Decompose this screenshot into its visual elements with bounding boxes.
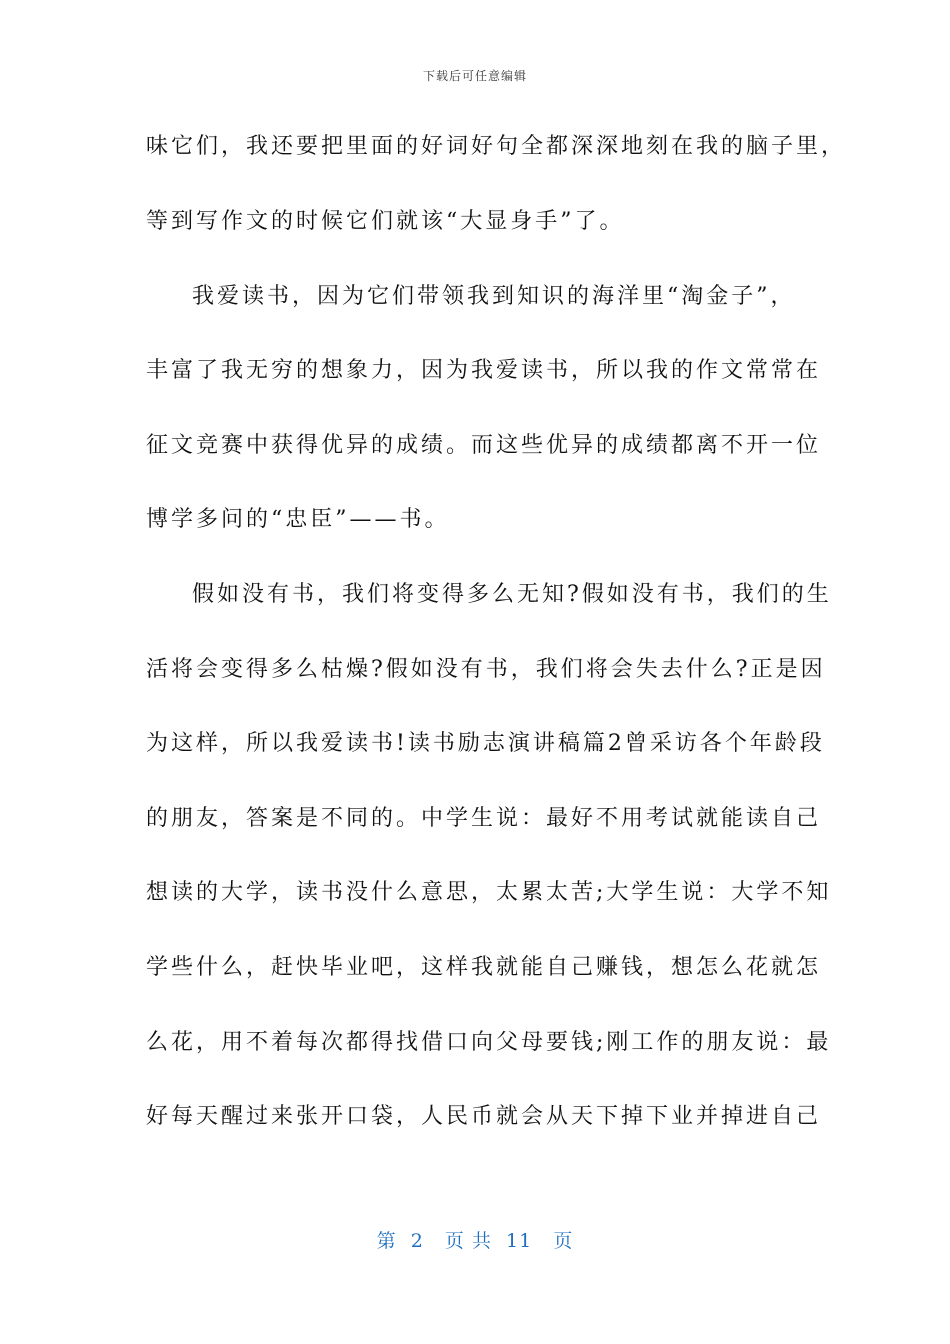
text-line: 丰富了我无穷的想象力，因为我爱读书，所以我的作文常常在: [146, 358, 822, 383]
text-line: 征文竞赛中获得优异的成绩。而这些优异的成绩都离不开一位: [146, 433, 822, 458]
text-line: 味它们，我还要把里面的好词好句全都深深地刻在我的脑子里，: [146, 134, 847, 159]
text-line: 的朋友，答案是不同的。中学生说：最好不用考试就能读自己: [146, 806, 822, 831]
text-line: 等到写作文的时候它们就该“大显身手”了。: [146, 209, 625, 234]
paragraph-start-line: 我爱读书，因为它们带领我到知识的海洋里“淘金子”，: [192, 284, 796, 309]
text-line: 学些什么，赶快毕业吧，这样我就能自己赚钱，想怎么花就怎: [146, 955, 822, 980]
text-line: 为这样，所以我爱读书!读书励志演讲稿篇2曾采访各个年龄段: [146, 731, 825, 756]
page-number-footer: 第 2 页 共 11 页: [376, 1230, 574, 1252]
text-line: 想读的大学，读书没什么意思，太累太苦;大学生说：大学不知: [146, 880, 832, 905]
text-line: 博学多问的“忠臣”——书。: [146, 507, 450, 532]
text-line: 么花，用不着每次都得找借口向父母要钱;刚工作的朋友说：最: [146, 1030, 832, 1055]
paragraph-start-line: 假如没有书，我们将变得多么无知?假如没有书，我们的生: [192, 582, 832, 607]
text-line: 好每天醒过来张开口袋，人民币就会从天下掉下业并掉进自己: [146, 1104, 822, 1129]
text-line: 活将会变得多么枯燥?假如没有书，我们将会失去什么?正是因: [146, 657, 826, 682]
page-header-note: 下载后可任意编辑: [422, 69, 527, 83]
